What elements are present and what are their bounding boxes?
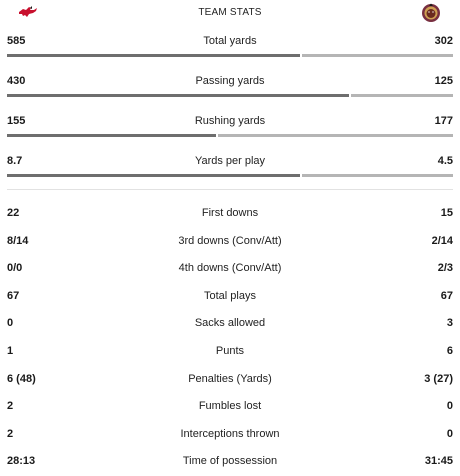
away-value: 8/14 — [7, 235, 29, 247]
stat-row — [0, 313, 460, 333]
stat-row — [0, 424, 460, 444]
stat-label: Time of possession — [182, 455, 278, 467]
stat-label: First downs — [201, 207, 259, 219]
stat-label: 4th downs (Conv/Att) — [178, 262, 282, 274]
home-bar-segment — [218, 134, 453, 137]
stat-row — [0, 71, 460, 91]
home-value: 0 — [446, 428, 453, 440]
away-value: 1 — [7, 345, 14, 357]
stat-row — [0, 151, 460, 171]
away-bar-segment — [7, 54, 300, 57]
stat-label: Fumbles lost — [198, 400, 262, 412]
away-value: 8.7 — [7, 155, 23, 167]
stat-label: Passing yards — [195, 75, 265, 87]
away-value: 2 — [7, 428, 14, 440]
home-bar-segment — [302, 174, 453, 177]
stat-row — [0, 203, 460, 223]
section-divider — [7, 189, 453, 190]
away-bar-segment — [7, 94, 349, 97]
home-value: 2/14 — [431, 235, 453, 247]
away-value: 585 — [7, 35, 26, 47]
stat-row — [0, 111, 460, 131]
home-value: 302 — [434, 35, 453, 47]
away-value: 155 — [7, 115, 26, 127]
stat-label: Total yards — [203, 35, 257, 47]
home-bar-segment — [302, 54, 453, 57]
seminole-logo-icon[interactable] — [420, 3, 442, 23]
comparison-bar — [7, 54, 453, 57]
away-value: 67 — [7, 290, 20, 302]
stat-label: Total plays — [204, 290, 256, 302]
stat-row — [0, 258, 460, 278]
home-value: 15 — [440, 207, 453, 219]
stat-label: Yards per play — [194, 155, 266, 167]
home-value: 67 — [440, 290, 453, 302]
home-value: 3 — [446, 317, 453, 329]
stat-row — [0, 451, 460, 471]
away-value: 430 — [7, 75, 26, 87]
away-value: 0 — [7, 317, 14, 329]
comparison-bar — [7, 174, 453, 177]
home-value: 177 — [434, 115, 453, 127]
stat-row — [0, 396, 460, 416]
stat-row — [0, 286, 460, 306]
section-title: TEAM STATS — [198, 7, 262, 18]
home-value: 4.5 — [437, 155, 453, 167]
away-value: 22 — [7, 207, 20, 219]
away-bar-segment — [7, 134, 216, 137]
stat-label: Penalties (Yards) — [188, 373, 272, 385]
team-stats-header — [0, 0, 460, 26]
stat-label: Punts — [215, 345, 245, 357]
stat-label: Rushing yards — [194, 115, 266, 127]
home-value: 2/3 — [437, 262, 453, 274]
comparison-bar — [7, 94, 453, 97]
comparison-bar — [7, 134, 453, 137]
away-value: 2 — [7, 400, 14, 412]
stat-row — [0, 341, 460, 361]
home-value: 125 — [434, 75, 453, 87]
away-value: 6 (48) — [7, 373, 36, 385]
stat-row — [0, 369, 460, 389]
away-value: 0/0 — [7, 262, 23, 274]
stat-row — [0, 231, 460, 251]
stat-label: Interceptions thrown — [180, 428, 280, 440]
home-value: 6 — [446, 345, 453, 357]
away-bar-segment — [7, 174, 300, 177]
stat-label: Sacks allowed — [194, 317, 266, 329]
home-bar-segment — [351, 94, 453, 97]
stat-row — [0, 31, 460, 51]
home-value: 31:45 — [424, 455, 453, 467]
home-value: 0 — [446, 400, 453, 412]
home-value: 3 (27) — [424, 373, 453, 385]
away-value: 28:13 — [7, 455, 36, 467]
stat-label: 3rd downs (Conv/Att) — [178, 235, 282, 247]
